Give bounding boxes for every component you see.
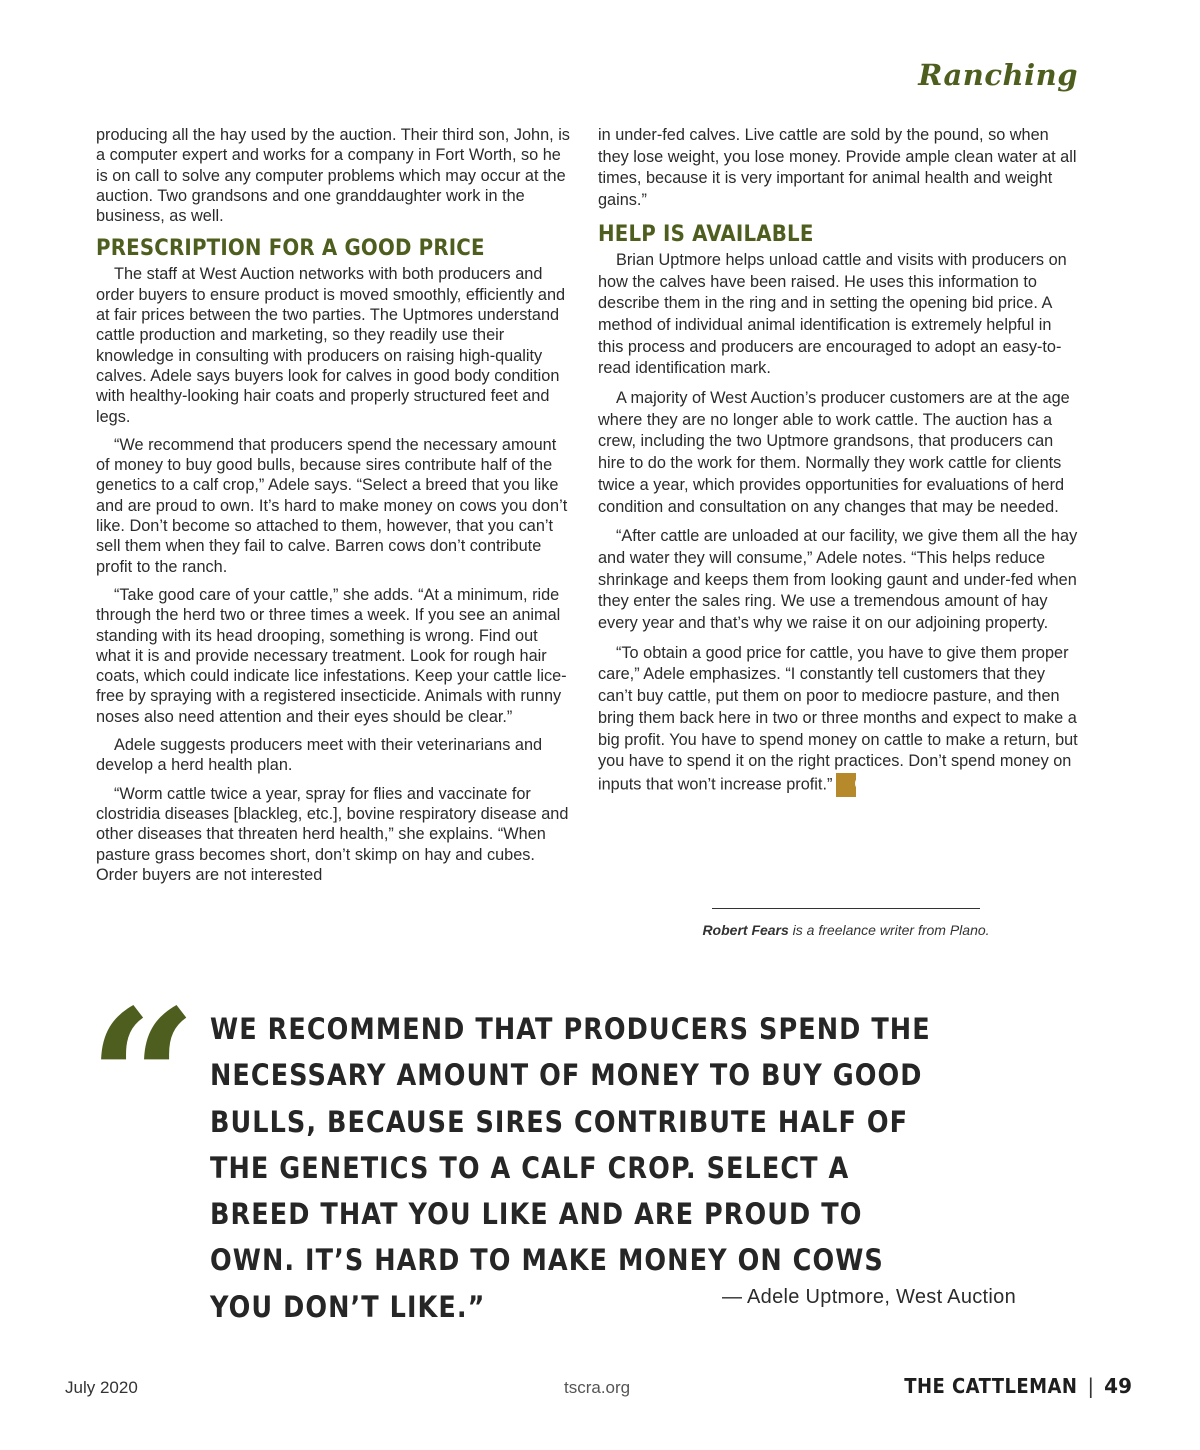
section-heading-help: HELP IS AVAILABLE: [598, 221, 814, 247]
pull-quote-attribution: — Adele Uptmore, West Auction: [721, 1286, 1016, 1308]
byline: [600, 922, 1092, 938]
byline-divider: [712, 908, 980, 909]
paragraph: in under-fed calves. Live cattle are sold by the pound, so when they lose weight, you lose money. Provide ample clean water at all times, because it is very important for animal health and weight gains.”: [598, 126, 1077, 210]
paragraph: “We recommend that producers spend the necessary amount of money to buy good bulls, because sires contribute half of the genetics to a calf crop,” Adele says. “Select a breed that you like and are proud to own. It’s hard to make money on cows you don’t like. Don’t become so attached to them, however, that you can’t sell them when they fail to calve. Barren cows don’t contribute profit to the ranch.: [96, 435, 568, 576]
paragraph: “Take good care of your cattle,” she adds. “At a minimum, ride through the herd two or three times a week. If you see an animal standing with its head drooping, something is wrong. Find out what it is and provide necessary treatment. Look for rough hair coats, which could indicate lice infestations. Keep your cattle lice-free by spraying with a registered insecticide. Animals with runny noses also need attention and their eyes should be clear.”: [96, 585, 567, 726]
end-mark-icon: C: [836, 773, 856, 797]
section-title: Ranching: [918, 58, 1078, 92]
article-column-right: [598, 125, 1080, 805]
paragraph: Brian Uptmore helps unload cattle and visits with producers on how the calves have been raised. He uses this information to describe them in the ring and in setting the opening bid price. A method of individual animal identification is extremely helpful in this process and producers are encouraged to adopt an easy-to-read identification mark.: [598, 250, 1067, 378]
magazine-name: THE CATTLEMAN: [904, 1374, 1078, 1398]
page-number: 49: [1104, 1374, 1132, 1398]
byline-author: Robert Fears: [702, 922, 789, 938]
paragraph-text: “To obtain a good price for cattle, you have to give them proper care,” Adele emphasizes. “I constantly tell customers that they can’t buy cattle, put them on poor to mediocre pasture, and then bring them back here in two or three months and expect to make a big profit. You have to spend money on cattle to make a return, but you have to spend it on the right practices. Don’t spend money on inputs that won’t increase profit.”: [598, 643, 1078, 794]
paragraph: “Worm cattle twice a year, spray for flies and vaccinate for clostridia diseases [blackleg, etc.], bovine respiratory disease and other diseases that threaten herd health,” she explains. “When pasture grass becomes short, don’t skimp on hay and cubes. Order buyers are not interested: [96, 784, 569, 884]
section-heading-prescription: PRESCRIPTION FOR A GOOD PRICE: [96, 236, 485, 262]
byline-text: is a freelance writer from Plano.: [788, 922, 990, 938]
paragraph-final: [598, 643, 1080, 797]
paragraph: producing all the hay used by the auction. Their third son, John, is a computer expert and works for a company in Fort Worth, so he is on call to solve any computer problems which may occur at the auction. Two grandsons and one granddaughter work in the business, as well.: [96, 126, 570, 226]
footer-magazine: [885, 1374, 1132, 1398]
footer-website-link[interactable]: tscra.org: [564, 1378, 631, 1397]
paragraph: A majority of West Auction’s producer customers are at the age where they are no longer able to work cattle. The auction has a crew, including the two Uptmore grandsons, that producers can hire to do the work for them. Normally they work cattle for clients twice a year, which provides opportunities for evaluations of herd condition and consultation on any changes that may be needed.: [598, 389, 1070, 516]
paragraph: “After cattle are unloaded at our facility, we give them all the hay and water they will consume,” Adele notes. “This helps reduce shrinkage and keeps them from looking gaunt and under-fed when they enter the sales ring. We use a tremendous amount of hay every year and that’s why we raise it on our adjoining property.: [598, 527, 1078, 633]
paragraph: Adele suggests producers meet with their veterinarians and develop a herd health plan.: [96, 736, 543, 775]
quote-mark-icon: “: [88, 968, 198, 1191]
pull-quote: WE RECOMMEND THAT PRODUCERS SPEND THE NECESSARY AMOUNT OF MONEY TO BUY GOOD BULLS, BECAUSE SIRES CONTRIBUTE HALF OF THE GENETICS TO A CALF CROP. SELECT A BREED THAT YOU LIKE AND ARE PROUD TO OWN. IT’S HARD TO MAKE MONEY ON COWS YOU DON’T LIKE.”: [210, 1012, 931, 1324]
footer-date: July 2020: [65, 1378, 138, 1397]
paragraph: The staff at West Auction networks with both producers and order buyers to ensure product is moved smoothly, efficiently and at fair prices between the two parties. The Uptmores understand cattle production and marketing, so they readily use their knowledge in consulting with producers on raising high-quality calves. Adele says buyers look for calves in good body condition with healthy-looking hair coats and properly structured feet and legs.: [96, 265, 566, 426]
footer-separator: |: [1087, 1374, 1095, 1398]
article-column-left: [96, 125, 574, 893]
